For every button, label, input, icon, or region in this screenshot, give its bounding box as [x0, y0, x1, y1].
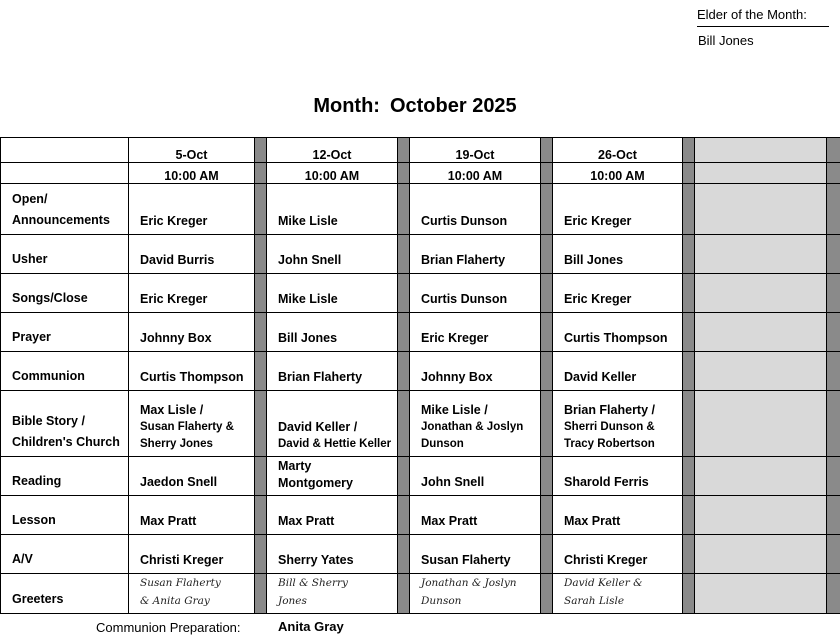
empty-column-cell [695, 535, 827, 574]
assignment-cell [553, 496, 683, 535]
column-separator [398, 352, 410, 391]
assignee-name: Susan Flaherty [140, 577, 221, 589]
assignment-cell [553, 235, 683, 274]
assignee-name: Marty [278, 459, 312, 473]
assignment-cell [129, 184, 255, 235]
communion-prep-label: Communion Preparation: [96, 620, 241, 635]
column-separator [827, 535, 840, 574]
assignee-name: Max Pratt [140, 514, 197, 528]
assignee-name: Jonathan & Joslyn [421, 421, 524, 433]
column-separator [398, 574, 410, 614]
column-separator [541, 457, 553, 496]
column-separator [398, 163, 410, 184]
assignment-cell [553, 391, 683, 457]
column-separator [827, 235, 840, 274]
assignment-cell [267, 574, 398, 614]
schedule-row [1, 274, 840, 313]
assignment-cell [410, 535, 541, 574]
column-separator [398, 496, 410, 535]
empty-column-cell [695, 184, 827, 235]
month-label: Month: [313, 95, 380, 117]
role-label-line: Announcements [12, 213, 110, 227]
empty-column-cell [695, 391, 827, 457]
role-label-line: Bible Story / [12, 414, 85, 428]
assignee-name: Johnny Box [421, 370, 493, 384]
assignment-cell [129, 352, 255, 391]
role-label-line: Lesson [12, 513, 56, 527]
assignment-cell [267, 457, 398, 496]
assignment-cell [129, 274, 255, 313]
column-separator [683, 235, 695, 274]
time-header: 10:00 AM [267, 163, 398, 184]
empty-column-cell [695, 313, 827, 352]
column-separator [541, 574, 553, 614]
empty-column-cell [695, 352, 827, 391]
assignee-name: Eric Kreger [140, 292, 208, 306]
assignee-name: Johnny Box [140, 331, 212, 345]
role-label [1, 313, 129, 352]
assignee-name: Sherri Dunson & [564, 421, 655, 433]
assignment-cell [410, 352, 541, 391]
assignee-name: Christi Kreger [564, 553, 648, 567]
assignment-cell [129, 313, 255, 352]
role-label [1, 391, 129, 457]
assignment-cell [410, 235, 541, 274]
role-label-line: Prayer [12, 330, 51, 344]
column-separator [683, 352, 695, 391]
elder-of-month-name: Bill Jones [698, 33, 754, 48]
assignment-cell [129, 535, 255, 574]
column-separator [683, 313, 695, 352]
date-header: 12-Oct [267, 138, 398, 163]
assignment-cell [129, 391, 255, 457]
assignment-cell [553, 574, 683, 614]
assignee-name: & Anita Gray [140, 595, 210, 607]
time-header: 10:00 AM [129, 163, 255, 184]
assignee-name: Eric Kreger [564, 214, 632, 228]
assignee-name: Max Pratt [564, 514, 621, 528]
assignment-cell [267, 352, 398, 391]
schedule-row [1, 313, 840, 352]
assignee-name: Sherry Yates [278, 553, 354, 567]
column-separator [827, 457, 840, 496]
corner-cell [1, 163, 129, 184]
role-label-line: Songs/Close [12, 291, 88, 305]
assignment-cell [267, 313, 398, 352]
column-separator [827, 574, 840, 614]
column-separator [255, 274, 267, 313]
column-separator [683, 274, 695, 313]
assignee-name: Christi Kreger [140, 553, 224, 567]
column-separator [255, 457, 267, 496]
assignment-cell [410, 313, 541, 352]
schedule-row [1, 184, 840, 235]
column-separator [255, 391, 267, 457]
assignment-cell [129, 496, 255, 535]
schedule-row [1, 574, 840, 614]
assignee-name: Mike Lisle [278, 292, 338, 306]
assignment-cell [267, 274, 398, 313]
column-separator [827, 352, 840, 391]
column-separator [541, 235, 553, 274]
assignee-name: David Keller / [278, 420, 358, 434]
page-title [0, 95, 830, 118]
column-separator [398, 274, 410, 313]
assignment-cell [410, 184, 541, 235]
assignment-cell [267, 235, 398, 274]
column-separator [255, 138, 267, 163]
assignee-name: Mike Lisle / [421, 403, 488, 417]
assignee-name: Curtis Thompson [564, 331, 668, 345]
assignment-cell [410, 274, 541, 313]
role-label [1, 235, 129, 274]
column-separator [255, 535, 267, 574]
assignee-name: Sherry Jones [140, 438, 213, 450]
assignee-name: David Keller & [564, 577, 643, 589]
column-separator [683, 496, 695, 535]
assignment-cell [553, 274, 683, 313]
assignee-name: Jonathan & Joslyn [421, 577, 517, 589]
date-header: 19-Oct [410, 138, 541, 163]
column-separator [683, 184, 695, 235]
assignment-cell [553, 457, 683, 496]
column-separator [398, 235, 410, 274]
assignee-name: Max Pratt [421, 514, 478, 528]
assignee-name: Sharold Ferris [564, 475, 649, 489]
assignment-cell [267, 496, 398, 535]
column-separator [827, 184, 840, 235]
column-separator [255, 235, 267, 274]
assignment-cell [267, 184, 398, 235]
role-label-line: Open/ [12, 192, 48, 206]
role-label [1, 352, 129, 391]
assignee-name: Brian Flaherty [278, 370, 363, 384]
column-separator [541, 138, 553, 163]
assignee-name: Max Pratt [278, 514, 335, 528]
corner-cell [1, 138, 129, 163]
role-label [1, 574, 129, 614]
role-label-line: Greeters [12, 592, 64, 606]
column-separator [827, 274, 840, 313]
assignment-cell [267, 535, 398, 574]
assignee-name: Susan Flaherty & [140, 421, 234, 433]
role-label [1, 457, 129, 496]
assignment-cell [410, 391, 541, 457]
column-separator [398, 535, 410, 574]
empty-column-cell [695, 496, 827, 535]
role-label-line: Reading [12, 474, 62, 488]
assignee-name: John Snell [278, 253, 342, 267]
column-separator [255, 574, 267, 614]
time-header: 10:00 AM [410, 163, 541, 184]
empty-column-cell [695, 457, 827, 496]
column-separator [255, 313, 267, 352]
column-separator [541, 274, 553, 313]
column-separator [255, 184, 267, 235]
assignee-name: John Snell [421, 475, 485, 489]
communion-prep-value: Anita Gray [278, 619, 344, 634]
assignment-cell [553, 313, 683, 352]
assignment-cell [129, 574, 255, 614]
role-label [1, 274, 129, 313]
schedule-row [1, 535, 840, 574]
column-separator [255, 496, 267, 535]
column-separator [683, 163, 695, 184]
column-separator [541, 352, 553, 391]
column-separator [255, 163, 267, 184]
column-separator [398, 138, 410, 163]
role-label [1, 496, 129, 535]
time-header: 10:00 AM [553, 163, 683, 184]
schedule-body [1, 138, 840, 614]
assignee-name: Max Lisle / [140, 403, 204, 417]
assignment-cell [553, 184, 683, 235]
empty-column-cell [695, 138, 827, 163]
column-separator [541, 184, 553, 235]
column-separator [827, 313, 840, 352]
assignee-name: Jaedon Snell [140, 475, 218, 489]
schedule-row [1, 496, 840, 535]
date-header: 5-Oct [129, 138, 255, 163]
date-row [1, 138, 840, 163]
empty-column-cell [695, 274, 827, 313]
month-value: October 2025 [389, 95, 517, 117]
assignee-name: Bill Jones [564, 253, 624, 267]
column-separator [541, 496, 553, 535]
column-separator [398, 457, 410, 496]
assignee-name: Montgomery [278, 476, 353, 490]
column-separator [541, 163, 553, 184]
assignee-name: Curtis Dunson [421, 214, 508, 228]
column-separator [541, 391, 553, 457]
schedule-row [1, 235, 840, 274]
role-label-line: Usher [12, 252, 48, 266]
empty-column-cell [695, 163, 827, 184]
assignee-name: David & Hettie Keller [278, 438, 392, 450]
assignee-name: Brian Flaherty / [564, 403, 655, 417]
empty-column-cell [695, 574, 827, 614]
assignee-name: Dunson [421, 595, 462, 607]
assignee-name: Susan Flaherty [421, 553, 511, 567]
assignee-name: Curtis Dunson [421, 292, 508, 306]
assignee-name: Jones [278, 595, 307, 607]
assignment-cell [410, 496, 541, 535]
assignee-name: David Keller [564, 370, 637, 384]
role-label-line: Children's Church [12, 435, 120, 449]
column-separator [827, 163, 840, 184]
column-separator [683, 138, 695, 163]
column-separator [827, 496, 840, 535]
assignee-name: Mike Lisle [278, 214, 338, 228]
assignment-cell [267, 391, 398, 457]
role-label [1, 535, 129, 574]
assignee-name: David Burris [140, 253, 215, 267]
role-label [1, 184, 129, 235]
date-header: 26-Oct [553, 138, 683, 163]
column-separator [683, 457, 695, 496]
assignee-name: Bill & Sherry [278, 577, 348, 589]
assignment-cell [129, 235, 255, 274]
assignee-name: Bill Jones [278, 331, 338, 345]
column-separator [683, 391, 695, 457]
assignment-cell [410, 574, 541, 614]
assignment-cell [553, 352, 683, 391]
schedule-row [1, 391, 840, 457]
assignment-cell [129, 457, 255, 496]
assignment-cell [410, 457, 541, 496]
column-separator [827, 138, 840, 163]
assignee-name: Dunson [421, 438, 464, 450]
column-separator [255, 352, 267, 391]
role-label-line: Communion [12, 369, 85, 383]
column-separator [683, 535, 695, 574]
assignee-name: Sarah Lisle [564, 595, 625, 607]
column-separator [827, 391, 840, 457]
elder-of-month-label: Elder of the Month: [697, 7, 829, 27]
assignee-name: Eric Kreger [421, 331, 489, 345]
column-separator [683, 574, 695, 614]
role-label-line: A/V [12, 552, 33, 566]
schedule-table [0, 137, 840, 614]
empty-column-cell [695, 235, 827, 274]
column-separator [541, 535, 553, 574]
schedule-row [1, 352, 840, 391]
assignment-cell [553, 535, 683, 574]
assignee-name: Tracy Robertson [564, 438, 655, 450]
schedule-row [1, 457, 840, 496]
column-separator [541, 313, 553, 352]
assignee-name: Curtis Thompson [140, 370, 244, 384]
column-separator [398, 313, 410, 352]
assignee-name: Brian Flaherty [421, 253, 506, 267]
column-separator [398, 184, 410, 235]
time-row [1, 163, 840, 184]
column-separator [398, 391, 410, 457]
assignee-name: Eric Kreger [140, 214, 208, 228]
assignee-name: Eric Kreger [564, 292, 632, 306]
